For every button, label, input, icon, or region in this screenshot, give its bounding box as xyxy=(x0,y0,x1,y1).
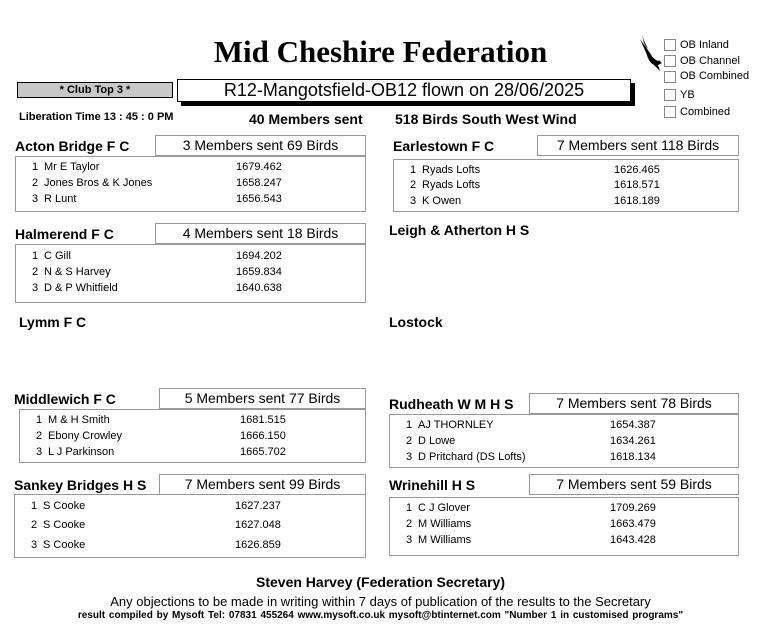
result-row xyxy=(394,178,738,192)
club-name-wrinehill: Wrinehill H S xyxy=(389,477,476,493)
result-name: M & H Smith xyxy=(48,414,110,426)
result-pos: 2 xyxy=(32,266,39,278)
wrinehill-members: 7 Members sent 59 Birds xyxy=(529,474,739,495)
acton-bridge-members: 3 Members sent 69 Birds xyxy=(155,135,366,156)
club-name-earlestown: Earlestown F C xyxy=(393,138,495,154)
result-row xyxy=(16,176,365,190)
result-name: Ryads Lofts xyxy=(422,164,481,176)
result-row xyxy=(394,163,738,177)
result-velocity: 1679.462 xyxy=(236,161,282,173)
result-name: S Cooke xyxy=(43,539,86,551)
ob-combined-checkbox[interactable] xyxy=(664,71,676,83)
result-row xyxy=(390,501,738,515)
result-pos: 1 xyxy=(32,161,39,173)
result-pos: 3 xyxy=(410,195,417,207)
ob-channel-label: OB Channel xyxy=(680,55,740,67)
result-name: L J Parkinson xyxy=(48,446,115,458)
result-name: M Williams xyxy=(418,534,472,546)
halmerend-results xyxy=(15,244,366,303)
result-velocity: 1618.189 xyxy=(614,195,660,207)
result-name: C Gill xyxy=(44,250,71,262)
objections-notice: Any objections to be made in writing within 7 days of publication of the results to the Secretary xyxy=(110,594,651,609)
earlestown-results xyxy=(393,159,739,212)
result-row xyxy=(390,418,738,432)
result-pos: 2 xyxy=(406,518,413,530)
ob-combined-label: OB Combined xyxy=(680,70,750,82)
result-velocity: 1626.465 xyxy=(614,164,660,176)
result-name: Ryads Lofts xyxy=(422,179,481,191)
result-velocity: 1634.261 xyxy=(610,435,656,447)
result-pos: 2 xyxy=(31,519,38,531)
club-name-lostock: Lostock xyxy=(389,314,443,330)
result-velocity: 1665.702 xyxy=(240,446,286,458)
result-pos: 1 xyxy=(406,502,413,514)
yb-checkbox[interactable] xyxy=(664,89,676,101)
club-name-halmerend: Halmerend F C xyxy=(15,226,114,242)
ob-inland-label: OB Inland xyxy=(680,39,729,51)
result-row xyxy=(20,429,365,443)
result-name: Mr E Taylor xyxy=(44,161,100,173)
result-pos: 3 xyxy=(406,451,413,463)
result-velocity: 1618.134 xyxy=(610,451,656,463)
result-row xyxy=(15,538,365,552)
ob-channel-checkbox[interactable] xyxy=(664,55,676,67)
result-pos: 3 xyxy=(31,539,38,551)
result-name: R Lunt xyxy=(44,193,77,205)
club-name-rudheath: Rudheath W M H S xyxy=(389,396,514,412)
result-velocity: 1618.571 xyxy=(614,179,660,191)
result-row xyxy=(16,192,365,206)
liberation-time: Liberation Time 13 : 45 : 0 PM xyxy=(19,111,174,123)
club-top3-badge: * Club Top 3 * xyxy=(17,82,173,98)
result-row xyxy=(16,265,365,279)
result-velocity: 1658.247 xyxy=(236,177,282,189)
result-name: S Cooke xyxy=(43,500,86,512)
result-velocity: 1681.515 xyxy=(240,414,286,426)
result-velocity: 1654.387 xyxy=(610,419,656,431)
earlestown-members: 7 Members sent 118 Birds xyxy=(537,135,739,156)
result-name: K Owen xyxy=(422,195,462,207)
club-name-lymm: Lymm F C xyxy=(19,314,87,330)
sankey-bridges-members: 7 Members sent 99 Birds xyxy=(159,474,366,495)
result-pos: 3 xyxy=(32,193,39,205)
race-title: R12-Mangotsfield-OB12 flown on 28/06/2025 xyxy=(177,79,631,102)
result-pos: 1 xyxy=(410,164,417,176)
result-name: N & S Harvey xyxy=(44,266,111,278)
result-name: C J Glover xyxy=(418,502,470,514)
middlewich-results xyxy=(19,409,366,463)
result-row xyxy=(15,499,365,513)
result-row xyxy=(15,518,365,532)
result-velocity: 1663.479 xyxy=(610,518,656,530)
club-name-acton-bridge: Acton Bridge F C xyxy=(15,138,130,154)
result-name: M Williams xyxy=(418,518,472,530)
rudheath-results xyxy=(389,414,739,468)
sankey-bridges-results xyxy=(14,494,366,558)
result-pos: 1 xyxy=(31,500,38,512)
result-name: D Lowe xyxy=(418,435,456,447)
result-row xyxy=(390,450,738,464)
result-pos: 1 xyxy=(406,419,413,431)
acton-bridge-results xyxy=(15,156,366,212)
result-pos: 2 xyxy=(36,430,43,442)
result-pos: 3 xyxy=(406,534,413,546)
yb-label: YB xyxy=(680,89,695,101)
wrinehill-results xyxy=(389,497,739,556)
result-velocity: 1694.202 xyxy=(236,250,282,262)
result-pos: 3 xyxy=(32,282,39,294)
result-pos: 2 xyxy=(410,179,417,191)
result-pos: 3 xyxy=(36,446,43,458)
pigeon-icon xyxy=(638,33,664,73)
result-pos: 2 xyxy=(32,177,39,189)
result-velocity: 1666.150 xyxy=(240,430,286,442)
result-row xyxy=(390,434,738,448)
ob-inland-checkbox[interactable] xyxy=(664,39,676,51)
result-velocity: 1643.428 xyxy=(610,534,656,546)
result-row xyxy=(16,281,365,295)
result-row xyxy=(16,249,365,263)
result-velocity: 1656.543 xyxy=(236,193,282,205)
result-name: S Cooke xyxy=(43,519,86,531)
club-name-leigh-atherton: Leigh & Atherton H S xyxy=(389,222,530,238)
halmerend-members: 4 Members sent 18 Birds xyxy=(155,223,366,244)
result-name: AJ THORNLEY xyxy=(418,419,494,431)
result-row xyxy=(390,533,738,547)
result-row xyxy=(394,194,738,208)
members-sent: 40 Members sent xyxy=(249,111,363,127)
result-pos: 2 xyxy=(406,435,413,447)
rudheath-members: 7 Members sent 78 Birds xyxy=(529,393,739,414)
result-row xyxy=(20,413,365,427)
compiled-by-footer: result compiled by Mysoft Tel: 07831 455264 www.mysoft.co.uk mysoft@btinternet.com "Number 1 in customised programs" xyxy=(77,610,684,621)
result-name: D & P Whitfield xyxy=(44,282,118,294)
middlewich-members: 5 Members sent 77 Birds xyxy=(159,388,366,409)
club-name-middlewich: Middlewich F C xyxy=(14,391,116,407)
result-velocity: 1659.834 xyxy=(236,266,282,278)
result-row xyxy=(16,160,365,174)
combined-checkbox[interactable] xyxy=(664,106,676,118)
result-row xyxy=(20,445,365,459)
secretary-signature: Steven Harvey (Federation Secretary) xyxy=(256,574,505,590)
result-pos: 1 xyxy=(36,414,43,426)
page-title: Mid Cheshire Federation xyxy=(213,34,548,69)
result-velocity: 1626.859 xyxy=(235,539,281,551)
result-velocity: 1640.638 xyxy=(236,282,282,294)
result-row xyxy=(390,517,738,531)
result-velocity: 1627.237 xyxy=(235,500,281,512)
combined-label: Combined xyxy=(680,106,731,118)
result-pos: 1 xyxy=(32,250,39,262)
result-velocity: 1627.048 xyxy=(235,519,281,531)
result-name: D Pritchard (DS Lofts) xyxy=(418,451,526,463)
result-velocity: 1709.269 xyxy=(610,502,656,514)
club-name-sankey-bridges: Sankey Bridges H S xyxy=(14,477,147,493)
birds-wind: 518 Birds South West Wind xyxy=(395,111,577,127)
result-name: Jones Bros & K Jones xyxy=(44,177,153,189)
result-name: Ebony Crowley xyxy=(48,430,122,442)
